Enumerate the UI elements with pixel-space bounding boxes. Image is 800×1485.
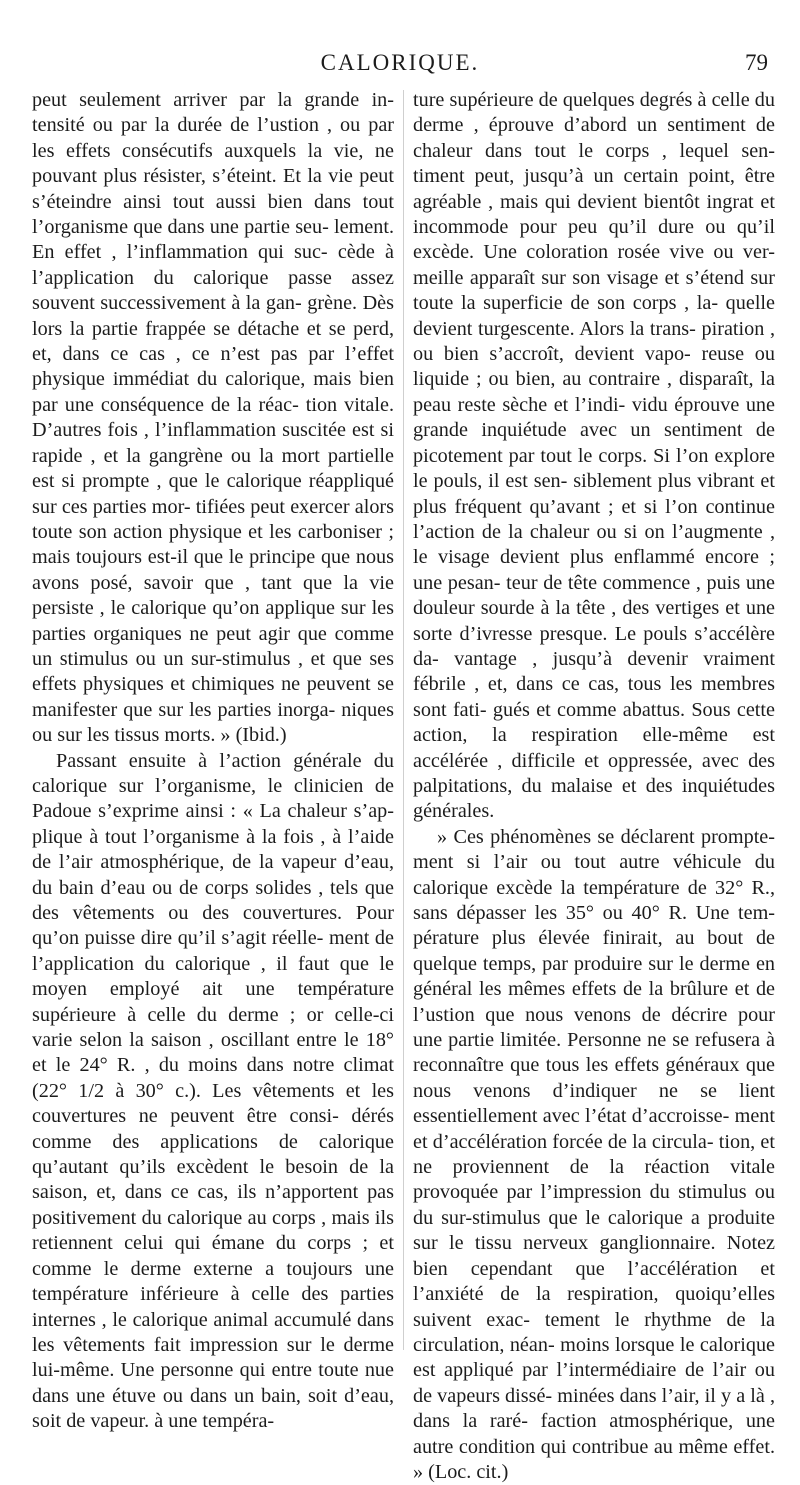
left-paragraph-1: peut seulement arriver par la grande in- tensité ou par la durée de l’ustion , ou par les effets consécutifs auxquels la vie, ne pouvant plus résister, s’éteint. Et la vie peut s’éteindre ainsi tout aussi bien dans tout l’organisme que dans une partie seu- lement. En effet , l’inflammation qui suc- cède à l’application du calorique passe assez souvent successivement à la gan- grène. Dès lors la partie frappée se détache et se perd, et, dans ce cas , ce n’est pas par l’effet physique immédiat du calorique, mais bien par une conséquence de la réac- tion vitale. D’autres fois , l’inflammation suscitée est si rapide , et la gangrène ou la mort partielle est si prompte , que le calorique réappliqué sur ces parties mor- tifiées peut exercer alors toute son action physique et les carboniser ; mais toujours est-il que le principe que nous avons posé, savoir que , tant que la vie persiste , le calorique qu’on applique sur les parties organiques ne peut agir que comme un stimulus ou un sur-stimulus , et que ses effets physiques et chimiques ne peuvent se manifester que sur les parties inorga- niques ou sur les tissus morts. » (Ibid.) [32,89,394,747]
column-divider [403,90,404,1350]
left-paragraph-2: Passant ensuite à l’action générale du calorique sur l’organisme, le clinicien de Padoue s’exprime ainsi : « La chaleur s’ap- plique à tout l’organisme à la fois , à l’aide de l’air atmosphérique, de la vapeur d’eau, du bain d’eau ou de corps solides , tels que des vêtements ou des couvertures. Pour qu’on puisse dire qu’il s’agit réelle- ment de l’application du calorique , il faut que le moyen employé ait une température supérieure à celle du derme ; or celle-ci varie selon la saison , oscillant entre le 18° et le 24° R. , du moins dans notre climat (22° 1/2 à 30° c.). Les vêtements et les couvertures ne peuvent être consi- dérés comme des applications de calorique qu’autant qu’ils excèdent le besoin de la saison, et, dans ce cas, ils n’apportent pas positivement du calorique au corps , mais ils retiennent celui qui émane du corps ; et comme le derme externe a toujours une température inférieure à celle des parties internes , le calorique animal accumulé dans les vêtements fait impression sur le derme lui-même. Une personne qui entre toute nue dans une étuve ou dans un bain, soit d’eau, soit de vapeur. à une tempéra- [32,749,394,1433]
left-column [32,88,394,1435]
right-paragraph-1: ture supérieure de quelques degrés à celle du derme , éprouve d’abord un sentiment de chaleur dans tout le corps , lequel sen- timent peut, jusqu’à un certain point, être agréable , mais qui devient bientôt ingrat et incommode pour peu qu’il dure ou qu’il excède. Une coloration rosée vive ou ver- meille apparaît sur son visage et s’étend sur toute la superficie de son corps , la- quelle devient turgescente. Alors la trans- piration , ou bien s’accroît, devient vapo- reuse ou liquide ; ou bien, au contraire , disparaît, la peau reste sèche et l’indi- vidu éprouve une grande inquiétude avec un sentiment de picotement par tout le corps. Si l’on explore le pouls, il est sen- siblement plus vibrant et plus fréquent qu’avant ; et si l’on continue l’action de la chaleur ou si on l’augmente , le visage devient plus enflammé encore ; une pesan- teur de tête commence , puis une douleur sourde à la tête , des vertiges et une sorte d’ivresse presque. Le pouls s’accélère da- vantage , jusqu’à devenir vraiment fébrile , et, dans ce cas, tous les membres sont fati- gués et comme abattus. Sous cette action, la respiration elle-même est accélérée , difficile et oppressée, avec des palpitations, du malaise et des inquiétudes générales. [413,89,775,823]
right-column [413,88,775,1485]
running-head [0,50,800,86]
running-title: CALORIQUE. [320,50,480,75]
page-number: 79 [745,50,768,75]
right-paragraph-2: » Ces phénomènes se déclarent prompte- ment si l’air ou tout autre véhicule du calorique excède la température de 32° R., sans dépasser les 35° ou 40° R. Une tem- pérature plus élevée finirait, au bout de quelque temps, par produire sur le derme en général les mêmes effets de la brûlure et de l’ustion que nous venons de décrire pour une partie limitée. Personne ne se refusera à reconnaître que tous les effets généraux que nous venons d’indiquer ne se lient essentiellement avec l’état d’accroisse- ment et d’accélération forcée de la circula- tion, et ne proviennent de la réaction vitale provoquée par l’impression du stimulus ou du sur-stimulus que le calorique a produite sur le tissu nerveux ganglionnaire. Notez bien cependant que l’accélération et l’anxiété de la respiration, quoiqu’elles suivent exac- tement le rhythme de la circulation, néan- moins lorsque le calorique est appliqué par l’intermédiaire de l’air ou de vapeurs dissé- minées dans l’air, il y a là , dans la raré- faction atmosphérique, une autre condition qui contribue au même effet. » (Loc. cit.) [413,825,775,1483]
